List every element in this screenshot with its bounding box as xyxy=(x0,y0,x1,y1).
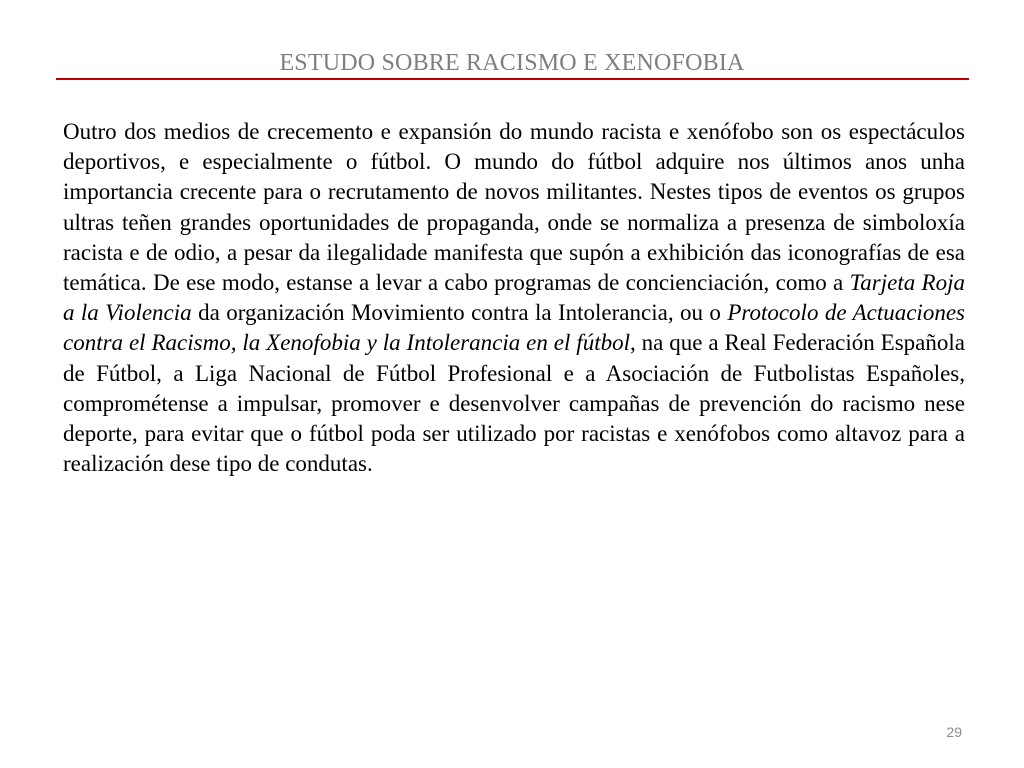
page-number: 29 xyxy=(946,724,962,740)
slide-title: ESTUDO SOBRE RACISMO E XENOFOBIA xyxy=(279,50,745,76)
italic-program-title: Tarjeta Roja a la Violencia xyxy=(63,270,966,326)
italic-protocol-title: Protocolo de Actuaciones contra el Racismo, la Xenofobia y la Intolerancia en el fútbol xyxy=(63,300,965,356)
body-text-part-2: da organización Movimiento contra la Intolerancia, ou o xyxy=(191,300,728,326)
body-paragraph xyxy=(63,117,965,479)
body-text-part-1: Outro dos medios de crecemento e expansión do mundo racista e xenófobo son os espectáculos deportivos, e especialmente o fútbol. O mundo do fútbol adquire nos últimos anos unha importancia crecente para o recrutamento de novos militantes. Nestes tipos de eventos os grupos ultras teñen grandes oportunidades de propaganda, onde se normaliza a presenza de simboloxía racista e de odio, a pesar da ilegalidade manifesta que supón a exhibición das iconografías de esa temática. De ese modo, estanse a levar a cabo programas de concienciación, como a xyxy=(63,119,965,296)
body-text-part-3: , na que a Real Federación Española de Fútbol, a Liga Nacional de Fútbol Profesional e a Asociación de Futbolistas Españoles, comprométense a impulsar, promover e desenvolver campañas de prevención do racismo nese deporte, para evitar que o fútbol poda ser utilizado por racistas e xenófobos como altavoz para a realización dese tipo de condutas. xyxy=(63,330,965,477)
title-divider xyxy=(56,78,969,80)
